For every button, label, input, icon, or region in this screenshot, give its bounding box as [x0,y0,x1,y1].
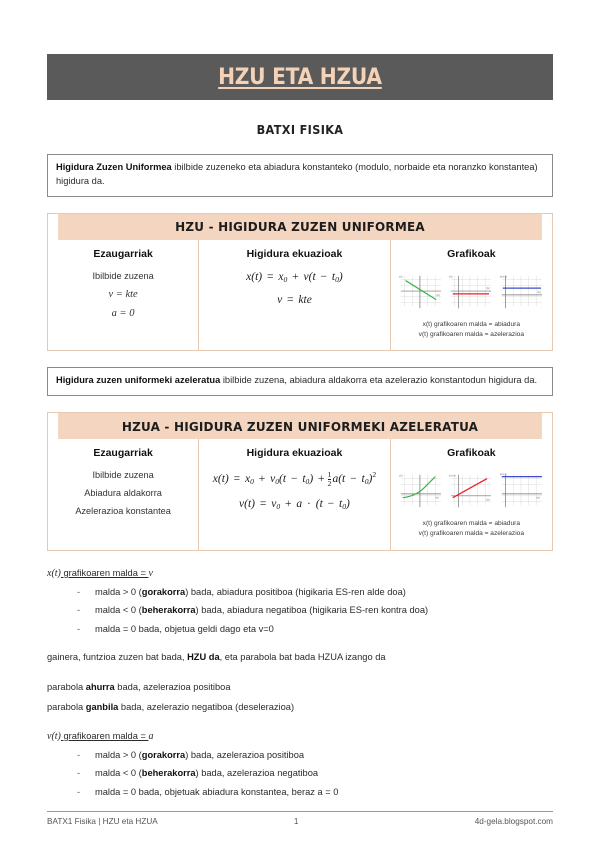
footer-right: 4d-gela.blogspot.com [474,817,553,826]
list-item-post: ) bada, azelerazioa negatiboa [195,768,319,779]
feature-item: Ibilbide zuzena [92,470,154,481]
column-equations-hzua [199,439,391,549]
feature-item: Azelerazioa konstantea [75,506,171,517]
note-lead-variable: a [148,730,154,742]
graph-velocity-time-hzua [447,470,495,512]
definition-hzu [47,154,553,197]
list-item [95,749,553,762]
list-item-bold: beherakorra [141,768,196,779]
list-item-pre: malda < 0 ( [95,768,142,779]
list-item [95,623,553,636]
svg-text:t(s): t(s) [486,287,491,291]
graph-caption-hzu [397,320,546,340]
list-item-post: ) bada, abiadura negatiboa (higikaria ES-ren kontra doa) [195,605,429,616]
equation-position-hzua: $x(t) = x_0 + v_0(t - t_0)$ + $\frac{1}{2}$ $a(t - t_0)^2$ [212,470,377,489]
feature-item: v = kte [108,288,138,300]
list-item [95,767,553,780]
definition-hzua-text: ibilbide zuzena, abiadura aldakorra eta azelerazio konstantodun higidura da. [220,375,538,386]
note-paragraph-2 [47,681,553,694]
graph-caption-hzua [397,519,546,539]
equation-velocity-hzua: $v(t) = v_0 + a \cdot (t - t_0)$ [239,498,350,512]
definition-hzua-term: Higidura zuzen uniformeki azeleratua [56,375,221,386]
svg-text:t(s): t(s) [537,290,541,294]
svg-text:t(s): t(s) [435,293,440,297]
definition-hzu-term: Higidura Zuzen Uniformea [56,162,172,172]
list-item-bold: gorakorra [141,586,186,597]
svg-text:a(m/s): a(m/s) [500,473,508,477]
list-item [95,786,553,799]
column-title-graphs: Grafikoak [447,247,496,260]
paragraph-bold: ganbila [85,702,119,713]
title-banner [47,54,553,100]
feature-item: Ibilbide zuzena [92,270,154,281]
column-title-graphs: Grafikoak [447,447,496,460]
column-title-equations: Higidura ekuazioak [246,447,343,460]
column-features-hzu [48,240,199,350]
note-lead-function: x(t) [47,567,61,579]
graph-caption-line: v(t) grafikoaren malda = azelerazioa [418,331,525,339]
equation-position-hzu: $x(t) = x_0 + v(t - t_0)$ [246,270,343,284]
list-item [95,586,553,599]
note-lead-function: v(t) [47,730,61,742]
paragraph-bold: HZU da [187,652,220,663]
list-item-pre: malda > 0 ( [95,586,142,597]
svg-text:v(t): v(t) [449,275,453,279]
list-item-pre: malda < 0 ( [95,605,142,616]
column-features-hzua [48,439,199,549]
paragraph-post: bada, azelerazioa positiboa [114,681,231,692]
table-header-hzu: HZU - HIGIDURA ZUZEN UNIFORMEA [58,214,542,240]
paragraph-pre: parabola [47,681,86,692]
list-item-pre: malda = 0 bada, objetuak abiadura konstantea, beraz a = 0 [95,786,339,797]
svg-text:t(s): t(s) [434,496,439,500]
column-title-equations: Higidura ekuazioak [246,247,343,260]
list-item [95,604,553,617]
list-item-pre: malda = 0 bada, objetua geldi dago eta v=0 [95,623,274,634]
concept-table-hzua [47,412,553,550]
note-lead-label: grafikoaren malda = [60,567,149,578]
graph-caption-line: v(t) grafikoaren malda = azelerazioa [418,530,525,538]
graph-acceleration-time-hzua [498,470,546,512]
note-lead-variable: v [148,567,153,579]
svg-text:t(s): t(s) [486,498,491,502]
page-footer [47,811,553,826]
table-body-hzu [48,240,552,350]
feature-item: a = 0 [111,307,135,319]
column-equations-hzu [199,240,391,350]
footer-left: BATX1 Fisika | HZU eta HZUA [47,817,158,826]
note-lead-velocity [47,731,553,742]
equation-velocity-hzu: v = kte [277,293,312,306]
graph-row-hzu [397,271,546,313]
definition-hzua [47,367,553,396]
table-body-hzua [48,439,552,549]
note-list-position [47,586,553,636]
column-title-features: Ezaugarriak [93,447,153,460]
note-paragraph-1 [47,651,553,664]
paragraph-pre: parabola [47,702,86,713]
list-item-post: ) bada, azelerazioa positiboa [185,749,305,760]
list-item-pre: malda > 0 ( [95,749,142,760]
svg-text:x(t): x(t) [398,275,403,279]
paragraph-post: , eta parabola bat bada HZUA izango da [219,652,386,663]
list-item-bold: gorakorra [141,749,186,760]
note-paragraph-3 [47,701,553,714]
column-graphs-hzu [391,240,552,350]
list-item-post: ) bada, abiadura positiboa (higikaria ES-ren alde doa) [185,586,406,597]
graph-position-time-hzu [397,271,445,313]
svg-text:v(m/s): v(m/s) [449,474,457,478]
feature-item: Abiadura aldakorra [84,488,162,499]
svg-text:x(t): x(t) [398,474,403,478]
graph-acceleration-time-hzu [498,271,546,313]
column-title-features: Ezaugarriak [93,247,153,260]
note-lead-label: grafikoaren malda = [60,730,149,741]
notes-section [47,568,553,799]
concept-table-hzu [47,213,553,351]
graph-caption-line: x(t) grafikoaren malda = abiadura [422,520,520,528]
note-lead-position [47,568,553,579]
svg-text:t(s): t(s) [536,496,540,500]
table-header-hzua: HZUA - HIGIDURA ZUZEN UNIFORMEKI AZELERATUA [58,413,542,439]
graph-row-hzua [397,470,546,512]
paragraph-pre: gainera, funtzioa zuzen bat bada, [47,652,188,663]
svg-text:a(m/s): a(m/s) [500,275,508,279]
page-title: HZU ETA HZUA [218,64,382,90]
definition-hzu-text: ibilbide zuzeneko eta abiadura konstanteko (modulo, norbaide eta noranzko konstantea) higidura da. [56,162,538,186]
paragraph-post: bada, azelerazio negatiboa (deselerazioa) [118,702,295,713]
graph-velocity-time-hzu [447,271,495,313]
paragraph-bold: ahurra [85,681,115,692]
list-item-bold: beherakorra [141,605,196,616]
column-graphs-hzua [391,439,552,549]
page-subtitle: BATXI FISIKA [256,122,344,137]
graph-caption-line: x(t) grafikoaren malda = abiadura [422,320,520,328]
footer-page-number: 1 [293,817,299,826]
graph-position-time-hzua [397,470,445,512]
note-list-velocity [47,749,553,799]
